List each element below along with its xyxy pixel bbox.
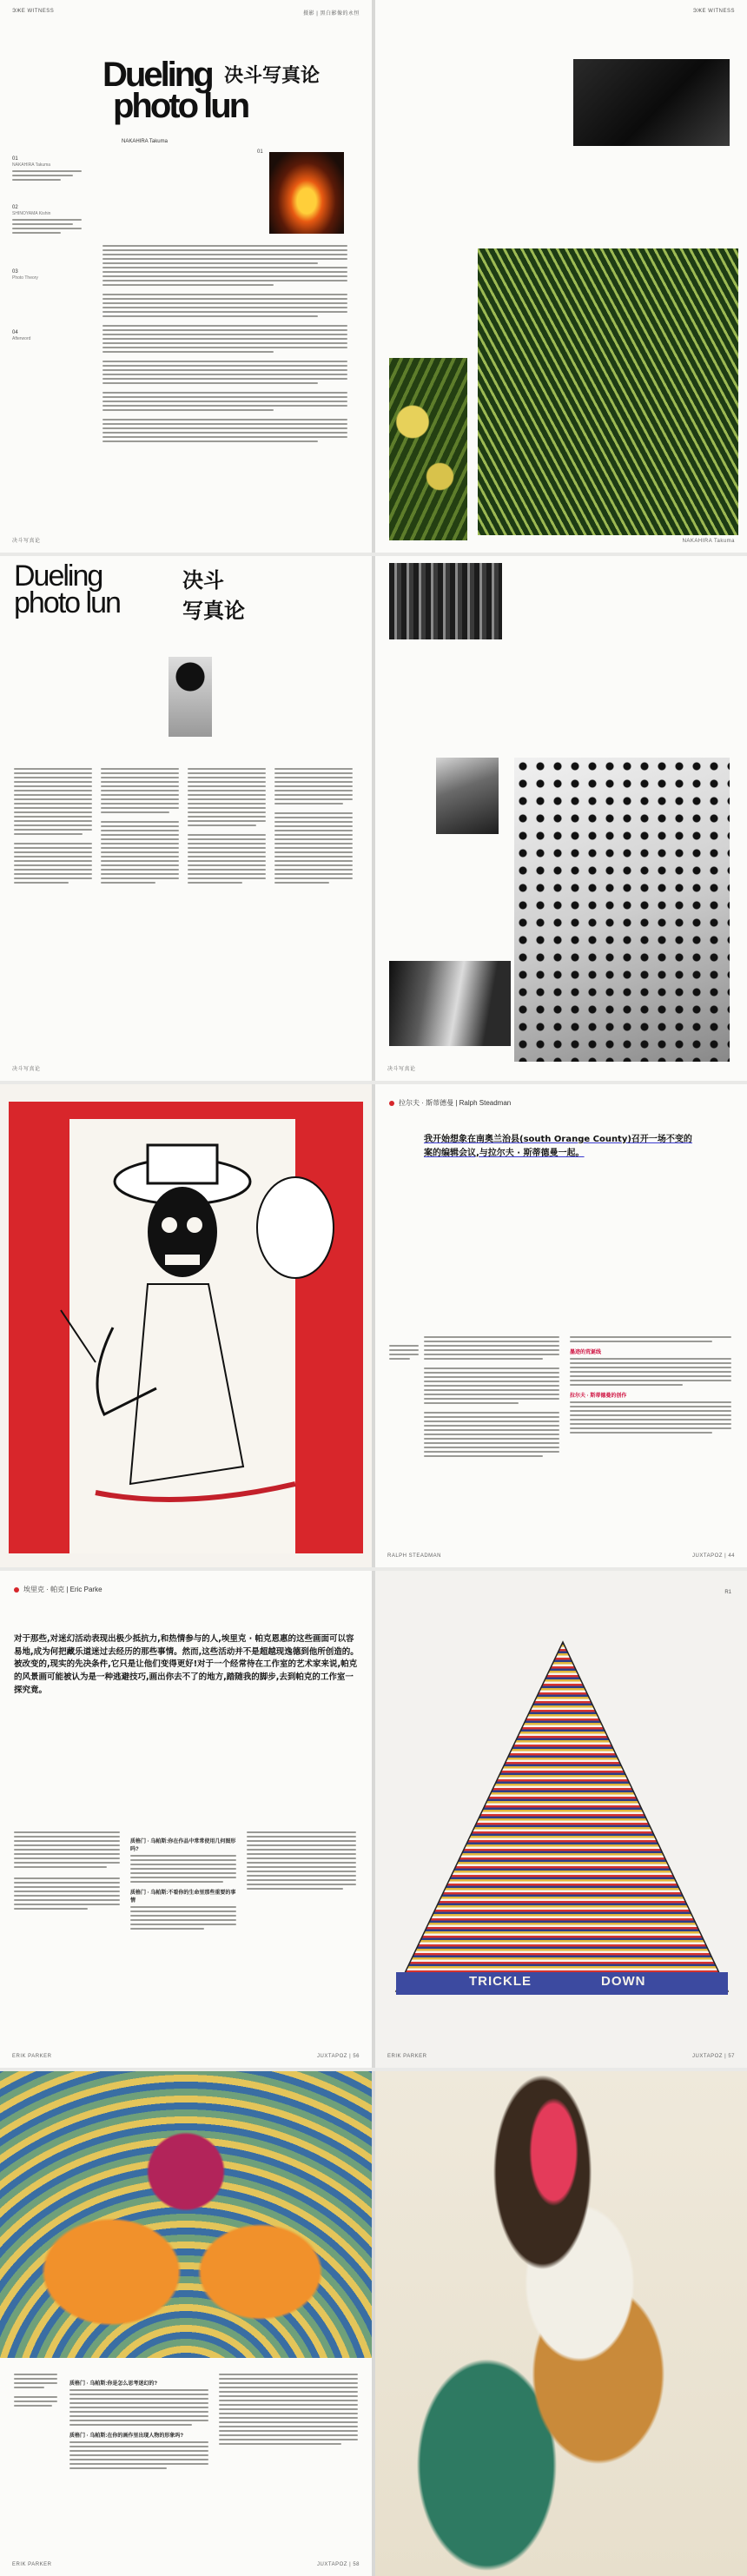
- photo-credit: NAKAHIRA Takuma: [682, 539, 735, 544]
- section-label: 埃里克 · 帕克 | Eric Parke: [14, 1585, 102, 1594]
- body-col-2: [570, 1336, 731, 1436]
- author-name: NAKAHIRA Takuma: [122, 139, 168, 144]
- spread-3-right-page: [375, 1084, 747, 1567]
- section-label: 拉尔夫 · 斯蒂德曼 | Ralph Steadman: [389, 1098, 511, 1108]
- qa-question: 质格门 · 乌帕斯:不看你的生命里那些重要的事情: [130, 1891, 236, 1904]
- folio-left: 决斗写真论: [12, 1067, 41, 1072]
- title-line-1: Dueling: [14, 560, 102, 593]
- title-line-2: photo lun: [113, 87, 248, 125]
- folio-mid: JUXTAPOZ | 56: [317, 2054, 360, 2059]
- spread-1-left-page: [0, 0, 372, 553]
- article-title-zh: 决斗写真论: [224, 65, 321, 87]
- body-col-2: [130, 1831, 236, 1932]
- spread-5: [0, 2071, 747, 2576]
- spread-2-left-page: [0, 556, 372, 1081]
- psychedelic-painting: [0, 2071, 372, 2358]
- running-head-right: 摄影 | 黑白影像的永恒: [303, 11, 360, 17]
- pull-quote: 对于那些,对迷幻活动表现出极少抵抗力,和热情参与的人,埃里克 · 帕克恩惠的这些画面可以容易地,成为何把藏乐道迷过去经历的那些事情。然而,这些活动并不是超越现逸德到他所创造的。被改变的,现实的先决条件,它只是让他们变得更好!对于一个经常待在工作室的艺术家来说,帕克的风景画可能被认为是一种逃避技巧,画出你去不了的地方,踏随我的脚步,去到帕克的工作室一探究竟。: [14, 1634, 359, 1695]
- subhead: 拉尔夫 · 斯蒂德曼的创作: [570, 1394, 627, 1399]
- folio-right: 决斗写真论: [387, 1067, 416, 1072]
- running-head: ЭЖЕ WITNESS: [12, 9, 55, 14]
- crowd-street-photo: [389, 563, 502, 639]
- title-line-2: photo lun: [14, 586, 120, 619]
- toc-item[interactable]: 03 Photo Theory: [12, 269, 38, 281]
- spread-5-left-page: [0, 2071, 372, 2576]
- sidebar-notes: [14, 2374, 57, 2409]
- folio-left: ERIK PARKER: [12, 2562, 52, 2567]
- folio-left: ERIK PARKER: [12, 2054, 52, 2059]
- toc-item[interactable]: 02 SHINOYAMA Kishin: [12, 205, 51, 216]
- crouching-figure-painting: [375, 2071, 747, 2576]
- toc-notes: [12, 170, 82, 183]
- body-col-1: [424, 1336, 559, 1460]
- fire-photo: [269, 152, 344, 234]
- still-life-photo: [436, 758, 499, 834]
- folio-mid: JUXTAPOZ | 58: [317, 2562, 360, 2567]
- article-title-zh: [182, 563, 245, 624]
- steadman-red-poster: [9, 1102, 363, 1553]
- toc-item[interactable]: 04 Afterword: [12, 330, 31, 341]
- flower-plant-photo: [389, 358, 467, 540]
- body-col-4: [274, 768, 353, 886]
- qa-question: 质格门 · 乌帕斯:在你的画作里出现人物的形象吗?: [69, 2434, 183, 2439]
- folio-right: JUXTAPOZ | 57: [692, 2054, 735, 2059]
- body-col-3: [247, 1831, 356, 1892]
- spread-3-left-page: [0, 1084, 372, 1567]
- figure-number: R1: [724, 1590, 731, 1595]
- sidebar-notes: [389, 1345, 419, 1362]
- palm-leaves-photo: [478, 248, 738, 535]
- running-head: ЭЖЕ WITNESS: [692, 9, 735, 14]
- title-line-1: Dueling: [102, 56, 212, 94]
- artwork-text: DOWN: [601, 1974, 646, 1989]
- spread-4-left-page: [0, 1571, 372, 2068]
- spread-2: [0, 556, 747, 1081]
- spread-3: [0, 1084, 747, 1567]
- skull-cowboy-illustration: [9, 1102, 363, 1553]
- folio-right: JUXTAPOZ | 44: [692, 1553, 735, 1559]
- body-col-3: [188, 768, 266, 886]
- body-col-1: [14, 768, 92, 886]
- polka-dot-portrait-photo: [514, 758, 730, 1062]
- umbrella-figure-photo: [169, 657, 212, 737]
- body-col-1: [14, 1831, 120, 1912]
- folio-right-left: ERIK PARKER: [387, 2054, 427, 2059]
- body-col-1: [69, 2374, 208, 2472]
- qa-question: 质格门 · 乌帕斯:你在作品中常常使用几何图形吗?: [130, 1839, 236, 1852]
- pull-quote: 我开始想象在南奥兰治县(south Orange County)召开一场不变的案的编辑会议,与拉尔夫 · 斯蒂德曼一起。: [424, 1135, 692, 1158]
- title-zh-line-2: 写真论: [182, 599, 245, 623]
- subhead: 墨迹的荒诞线: [570, 1350, 602, 1355]
- body-col-2: [101, 768, 179, 886]
- reclining-figure-photo: [573, 59, 730, 146]
- spread-4: [0, 1571, 747, 2068]
- title-zh-line-1: 决斗: [182, 568, 224, 593]
- folio-left: 决斗写真论: [12, 539, 41, 544]
- spread-5-right-page: [375, 2071, 747, 2576]
- spread-4-right-page: [375, 1571, 747, 2068]
- spread-1-right-page: [375, 0, 747, 553]
- spread-1: [0, 0, 747, 553]
- folio-left: RALPH STEADMAN: [387, 1553, 442, 1559]
- section-dot-icon: [14, 1587, 19, 1593]
- pyramid-artwork: [375, 1571, 747, 2057]
- artwork-text: TRICKLE: [469, 1974, 532, 1989]
- figure-number: 01: [257, 149, 263, 155]
- qa-question: 质格门 · 乌帕斯:你是怎么思考迷幻的?: [69, 2381, 157, 2387]
- section-dot-icon: [389, 1101, 394, 1106]
- body-col-2: [219, 2374, 358, 2447]
- toc-notes: [12, 219, 82, 236]
- body-text-intro: [102, 245, 347, 445]
- street-blur-photo: [389, 961, 511, 1046]
- article-title-en: [14, 560, 120, 619]
- toc-item[interactable]: 01 NAKAHIRA Takuma: [12, 156, 51, 168]
- spread-2-right-page: [375, 556, 747, 1081]
